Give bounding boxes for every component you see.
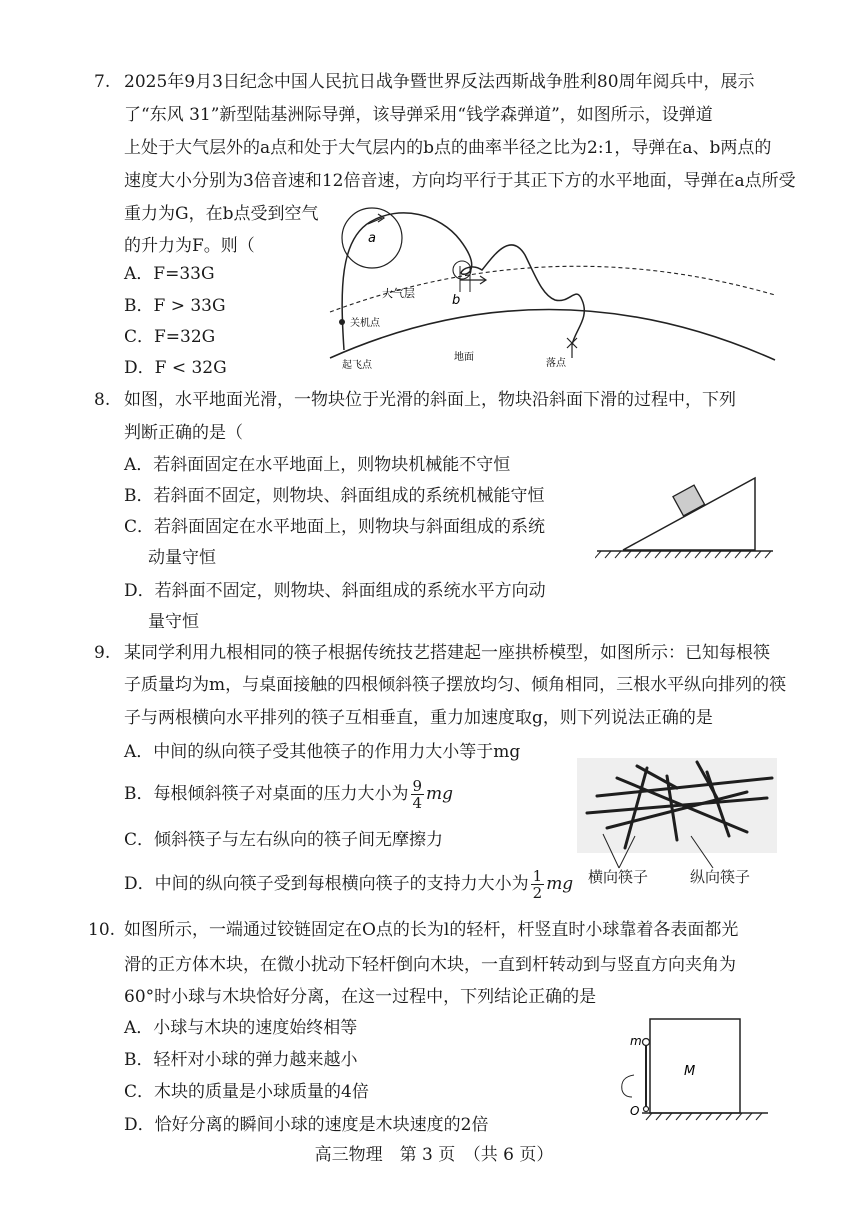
- q10-number: 10.: [88, 920, 116, 940]
- q7-line-3: 上处于大气层外的a点和处于大气层内的b点的曲率半径之比为2:1，导弹在a、b两点的: [124, 138, 772, 158]
- q8-option-a: A．若斜面固定在水平地面上，则物块机械能不守恒: [124, 455, 511, 475]
- q8-incline-figure: [595, 470, 775, 560]
- q10-option-d: D．恰好分离的瞬间小球的速度是木块速度的2倍: [124, 1115, 489, 1135]
- q9-line-3: 子与两根横向水平排列的筷子互相垂直，重力加速度取g，则下列说法正确的是: [124, 708, 713, 728]
- q10-label-block: M: [684, 1064, 696, 1079]
- q8-option-b: B．若斜面不固定，则物块、斜面组成的系统机械能守恒: [124, 486, 545, 506]
- q7-number: 7.: [94, 72, 111, 92]
- q10-line-1: 如图所示，一端通过铰链固定在O点的长为l的轻杆，杆竖直时小球靠着各表面都光: [124, 920, 739, 940]
- q7-label-launch: 关机点: [350, 318, 380, 329]
- q8-number: 8.: [94, 390, 111, 410]
- q9-option-b-unit: mg: [426, 784, 454, 804]
- q7-label-atmosphere: 大气层: [382, 287, 415, 300]
- q10-option-a: A．小球与木块的速度始终相等: [124, 1018, 358, 1038]
- q10-label-ball: m: [630, 1034, 642, 1048]
- q8-option-c-cont: 动量守恒: [148, 548, 216, 568]
- q9-option-d-fraction: [531, 868, 545, 901]
- q8-option-d-cont: 量守恒: [148, 612, 199, 632]
- q9-label-horizontal: 横向筷子: [588, 868, 649, 886]
- q9-line-1: 某同学利用九根相同的筷子根据传统技艺搭建起一座拱桥模型，如图所示：已知每根筷: [124, 643, 770, 663]
- q9-number: 9.: [94, 643, 111, 663]
- q10-option-b: B．轻杆对小球的弹力越来越小: [124, 1050, 358, 1070]
- q9-option-b-denominator: 4: [412, 794, 423, 812]
- q9-option-b-numerator: 9: [412, 777, 423, 795]
- q9-option-a: A．中间的纵向筷子受其他筷子的作用力大小等于mg: [124, 742, 521, 762]
- q7-label-b: b: [452, 293, 461, 308]
- q9-option-b-fraction: [411, 778, 425, 811]
- q7-option-c: C．F=32G: [124, 327, 216, 347]
- q7-option-d: D．F < 32G: [124, 358, 227, 378]
- q7-line-1: 2025年9月3日纪念中国人民抗日战争暨世界反法西斯战争胜利80周年阅兵中，展示: [124, 72, 755, 92]
- q7-trajectory-figure: [320, 200, 780, 375]
- q7-line-2: 了“东风 31”新型陆基洲际导弹，该导弹采用“钱学森弹道”，如图所示，设弹道: [124, 105, 713, 125]
- q7-line-5: 重力为G，在b点受到空气: [124, 204, 319, 224]
- q8-line-1: 如图，水平地面光滑，一物块位于光滑的斜面上，物块沿斜面下滑的过程中，下列: [124, 390, 736, 410]
- q9-line-2: 子质量均为m，与桌面接触的四根倾斜筷子摆放均匀、倾角相同，三根水平纵向排列的筷: [124, 675, 787, 695]
- q9-option-d: [124, 868, 573, 901]
- q8-option-d: D．若斜面不固定，则物块、斜面组成的系统水平方向动: [124, 581, 546, 601]
- q9-option-b: [124, 778, 453, 811]
- q7-label-landing: 落点: [546, 358, 566, 369]
- q7-label-takeoff: 起飞点: [342, 360, 372, 371]
- q10-label-pivot: O: [630, 1104, 640, 1118]
- q8-line-2: 判断正确的是（: [124, 423, 243, 443]
- q7-label-ground: 地面: [454, 352, 474, 363]
- q7-line-4: 速度大小分别为3倍音速和12倍音速，方向均平行于其正下方的水平地面，导弹在a点所受: [124, 171, 796, 191]
- q10-option-c: C．木块的质量是小球质量的4倍: [124, 1082, 369, 1102]
- q9-option-c: C．倾斜筷子与左右纵向的筷子间无摩擦力: [124, 830, 444, 850]
- q10-line-2: 滑的正方体木块，在微小扰动下轻杆倒向木块，一直到杆转动到与竖直方向夹角为: [124, 955, 736, 975]
- q9-label-pointers: [595, 830, 745, 870]
- q9-option-d-denominator: 2: [532, 884, 543, 902]
- q7-option-a: A．F=33G: [124, 264, 215, 284]
- q9-option-b-text: B．每根倾斜筷子对桌面的压力大小为: [124, 784, 409, 804]
- q9-option-d-text: D．中间的纵向筷子受到每根横向筷子的支持力大小为: [124, 874, 529, 894]
- q8-option-c: C．若斜面固定在水平地面上，则物块与斜面组成的系统: [124, 517, 546, 537]
- q7-option-b: B．F > 33G: [124, 296, 226, 316]
- q9-label-vertical: 纵向筷子: [690, 868, 751, 886]
- q7-line-6: 的升力为F。则（: [124, 236, 255, 256]
- q9-option-d-numerator: 1: [532, 867, 543, 885]
- q7-label-a: a: [368, 231, 376, 246]
- q10-rod-block-figure: [612, 1015, 772, 1127]
- q10-line-3: 60°时小球与木块恰好分离，在这一过程中，下列结论正确的是: [124, 987, 597, 1007]
- page-footer: 高三物理 第 3 页 （共 6 页）: [314, 1145, 554, 1165]
- q9-option-d-unit: mg: [546, 874, 574, 894]
